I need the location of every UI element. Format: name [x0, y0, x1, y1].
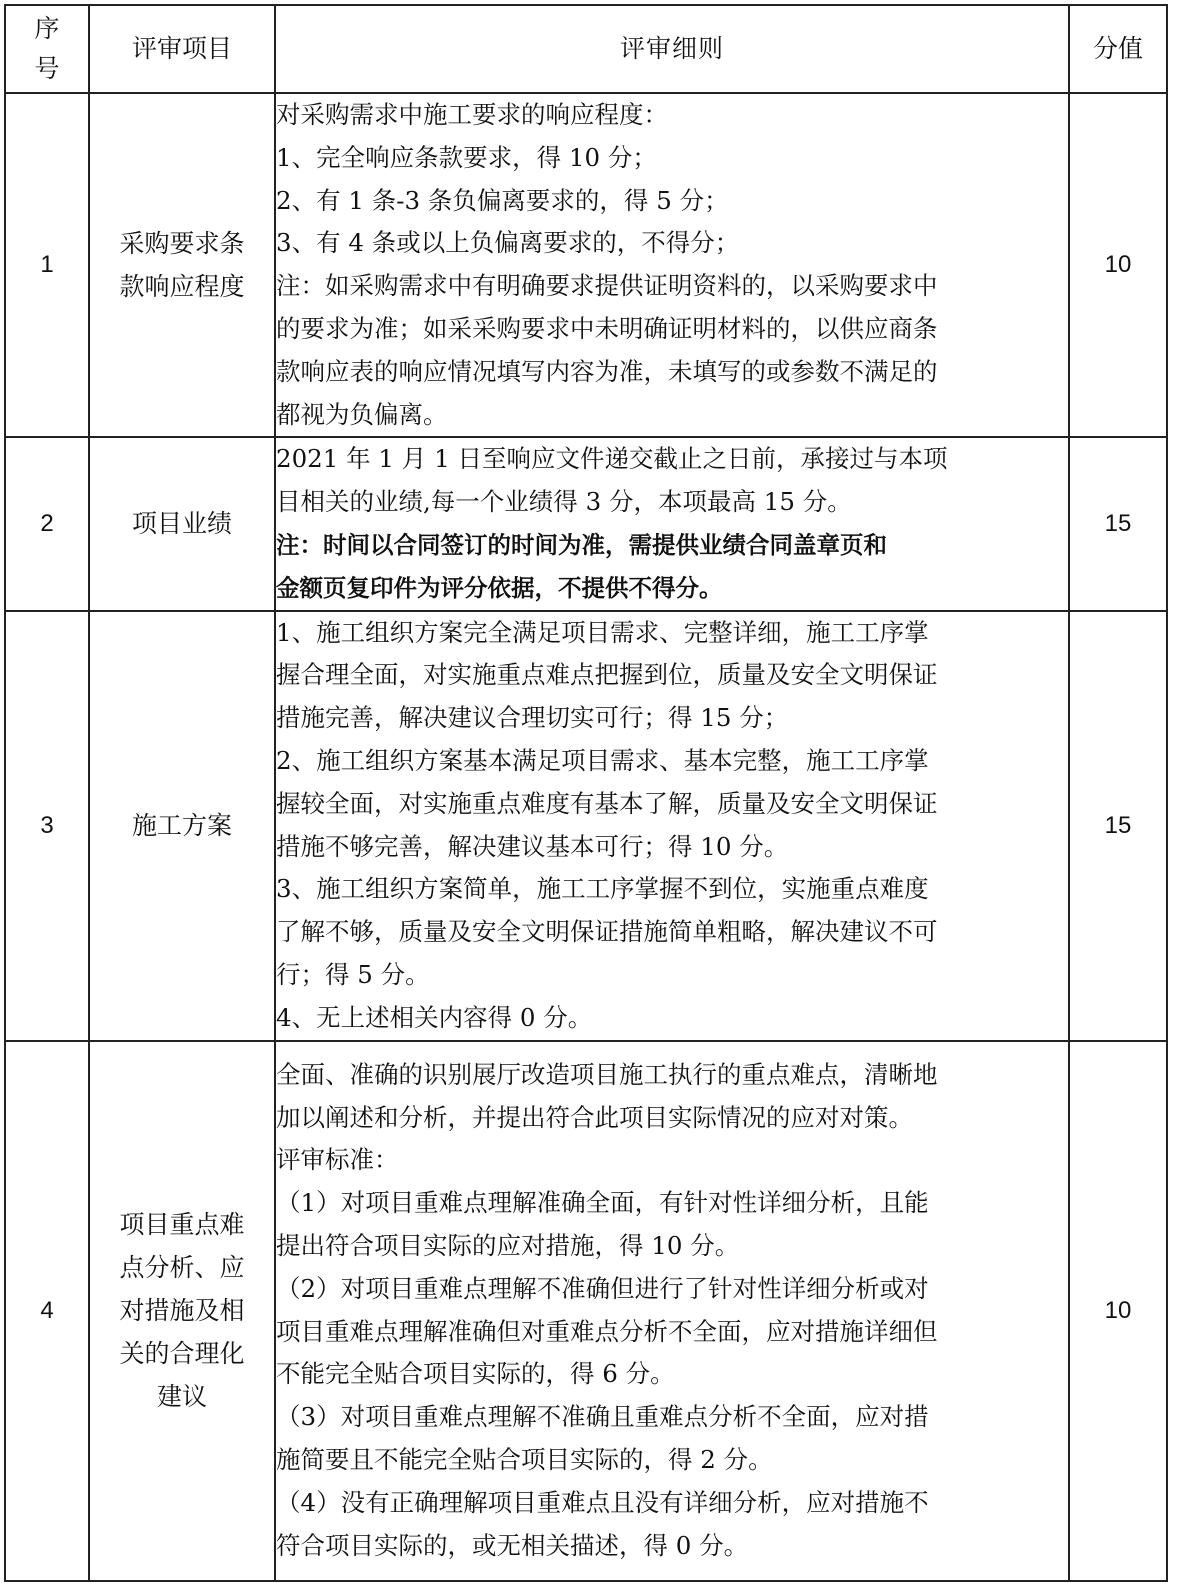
detail-line: 了解不够，质量及安全文明保证措施简单粗略，解决建议不可	[276, 917, 938, 947]
review-item	[89, 93, 275, 437]
detail-line: （2）对项目重难点理解不准确但进行了针对性详细分析或对	[276, 1273, 929, 1303]
header-review-item: 评审项目	[89, 5, 275, 93]
detail-line: 3、有 4 条或以上负偏离要求的，不得分；	[276, 228, 740, 258]
header-score: 分值	[1069, 5, 1167, 93]
detail-line: （4）没有正确理解项目重难点且没有详细分析，应对措施不	[276, 1487, 929, 1517]
header-review-detail: 评审细则	[275, 5, 1069, 93]
review-detail	[275, 611, 1069, 1041]
detail-line: 3、施工组织方案简单，施工工序掌握不到位，实施重点难度	[276, 874, 929, 904]
detail-line: 2021 年 1 月 1 日至响应文件递交截止之日前，承接过与本项	[276, 444, 948, 474]
header-serial-line-1: 序	[34, 14, 60, 43]
detail-line: 全面、准确的识别展厅改造项目施工执行的重点难点，清晰地	[276, 1059, 938, 1089]
row-number: 4	[5, 1041, 89, 1581]
table-row	[5, 1041, 1167, 1581]
score-value: 10	[1069, 1041, 1167, 1581]
detail-line: （1）对项目重难点理解准确全面，有针对性详细分析，且能	[276, 1188, 929, 1218]
detail-line: 行；得 5 分。	[276, 959, 430, 989]
score-value: 15	[1069, 437, 1167, 610]
detail-line: 4、无上述相关内容得 0 分。	[276, 1002, 593, 1032]
detail-line: 握合理全面，对实施重点难点把握到位，质量及安全文明保证	[276, 660, 938, 690]
detail-note-bold: 注：时间以合同签订的时间为准，需提供业绩合同盖章页和	[276, 530, 887, 559]
table-header-row	[5, 5, 1167, 93]
detail-line: 加以阐述和分析，并提出符合此项目实际情况的应对对策。	[276, 1102, 913, 1132]
row-number: 2	[5, 437, 89, 610]
header-serial-line-2: 号	[34, 54, 60, 83]
scoring-table	[4, 4, 1168, 1582]
score-value: 15	[1069, 611, 1167, 1041]
review-detail	[275, 437, 1069, 610]
detail-line: 都视为负偏离。	[276, 399, 448, 429]
row-number: 3	[5, 611, 89, 1041]
review-item-line: 采购要求条	[119, 229, 245, 259]
detail-line: 符合项目实际的，或无相关描述，得 0 分。	[276, 1530, 749, 1560]
review-item-line: 项目业绩	[131, 509, 232, 539]
review-item-line: 关的合理化	[119, 1339, 245, 1369]
detail-line: 握较全面，对实施重点难度有基本了解，质量及安全文明保证	[276, 788, 938, 818]
detail-line: 评审标准：	[276, 1145, 399, 1175]
detail-line: 对采购需求中施工要求的响应程度：	[276, 100, 668, 129]
table-row	[5, 93, 1167, 437]
score-value: 10	[1069, 93, 1167, 437]
review-detail	[275, 1041, 1069, 1581]
review-item-line: 建议	[156, 1382, 207, 1412]
review-item	[89, 611, 275, 1041]
detail-line: 措施完善，解决建议合理切实可行；得 15 分；	[276, 703, 789, 733]
table-row	[5, 611, 1167, 1041]
detail-note-bold: 金额页复印件为评分依据，不提供不得分。	[276, 573, 723, 602]
review-detail	[275, 93, 1069, 437]
detail-line: 款响应表的响应情况填写内容为准，未填写的或参数不满足的	[276, 356, 938, 386]
detail-line: 的要求为准；如采采购要求中未明确证明材料的，以供应商条	[276, 313, 938, 343]
detail-line: 2、有 1 条-3 条负偏离要求的，得 5 分；	[276, 185, 729, 215]
detail-line: 施简要且不能完全贴合项目实际的，得 2 分。	[276, 1444, 773, 1474]
detail-line: 措施不够完善，解决建议基本可行；得 10 分。	[276, 831, 789, 861]
review-item-line: 对措施及相	[119, 1296, 245, 1326]
row-number: 1	[5, 93, 89, 437]
detail-line: （3）对项目重难点理解不准确且重难点分析不全面，应对措	[276, 1402, 929, 1432]
detail-line: 项目重难点理解准确但对重难点分析不全面，应对措施详细但	[276, 1316, 938, 1346]
review-item-line: 施工方案	[131, 811, 232, 841]
review-item-line: 款响应程度	[119, 272, 245, 302]
detail-line: 1、完全响应条款要求，得 10 分；	[276, 142, 657, 172]
table-row	[5, 437, 1167, 610]
detail-line: 目相关的业绩,每一个业绩得 3 分，本项最高 15 分。	[276, 487, 852, 517]
detail-line: 注：如采购需求中有明确要求提供证明资料的，以采购要求中	[276, 271, 938, 301]
detail-line: 不能完全贴合项目实际的，得 6 分。	[276, 1359, 675, 1389]
review-item-line: 项目重点难	[119, 1210, 245, 1240]
detail-line: 提出符合项目实际的应对措施，得 10 分。	[276, 1230, 740, 1260]
detail-line: 1、施工组织方案完全满足项目需求、完整详细，施工工序掌	[276, 617, 929, 647]
review-item	[89, 437, 275, 610]
detail-line: 2、施工组织方案基本满足项目需求、基本完整，施工工序掌	[276, 745, 929, 775]
review-item-line: 点分析、应	[119, 1253, 245, 1283]
review-item	[89, 1041, 275, 1581]
header-serial-number	[5, 5, 89, 93]
